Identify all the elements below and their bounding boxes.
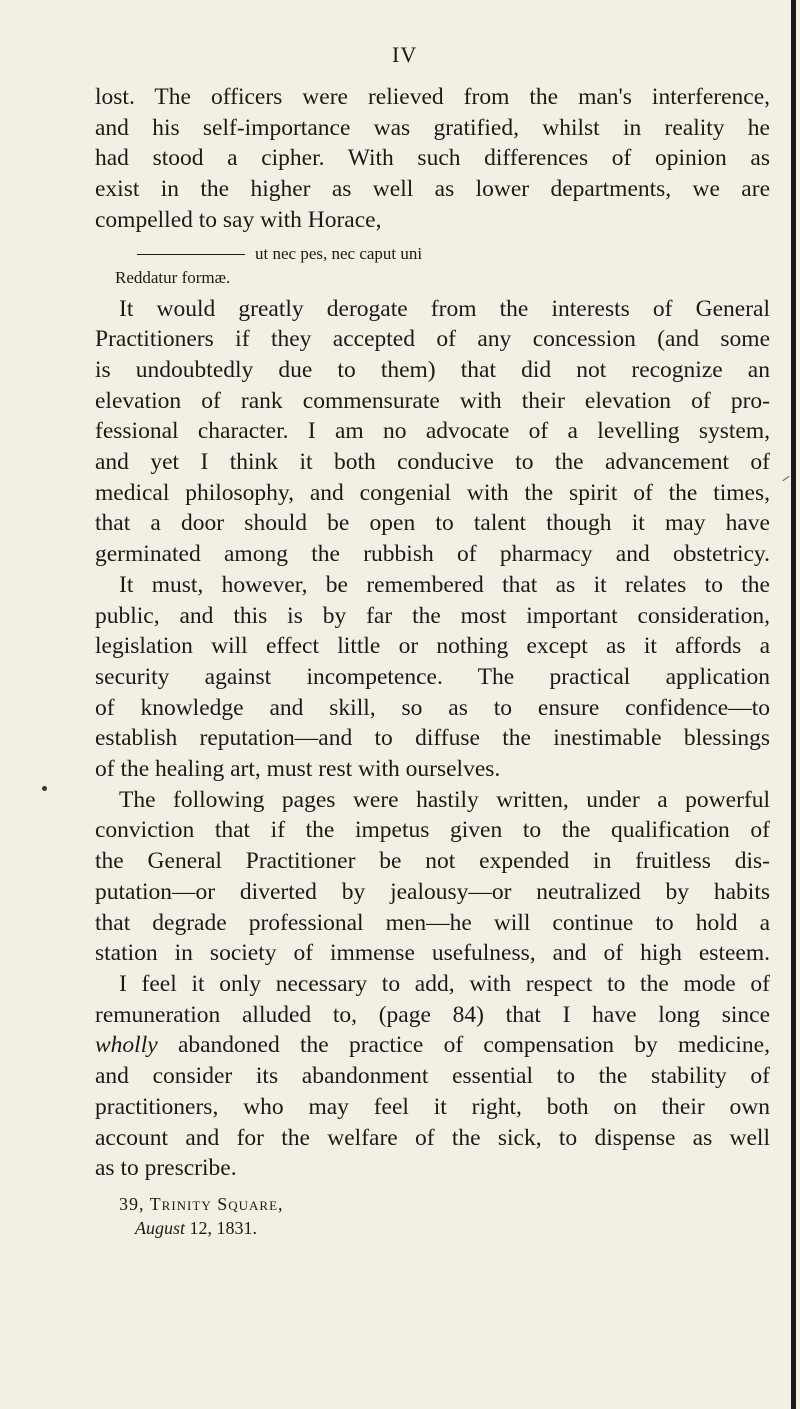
text-line: and consider its abandonment essential to the stability of xyxy=(95,1063,770,1090)
text-line: the General Practitioner be not expended in fruitless dis- xyxy=(95,848,770,875)
text-line: compelled to say with Horace, xyxy=(95,206,382,233)
text-line: exist in the higher as well as lower departments, we are xyxy=(95,176,770,203)
text-line: elevation of rank commensurate with their elevation of pro- xyxy=(95,387,770,414)
text-line: wholly abandoned the practice of compensation by medicine, xyxy=(95,1032,770,1059)
signoff-address: 39, Trinity Square, xyxy=(119,1193,284,1214)
text-line: account and for the welfare of the sick, to dispense as well xyxy=(95,1124,770,1151)
text-line: is undoubtedly due to them) that did not recognize an xyxy=(95,356,770,383)
text-line: public, and this is by far the most important consideration, xyxy=(95,602,770,629)
text-line: that a door should be open to talent though it may have xyxy=(95,510,770,537)
text-line: security against incompetence. The practical application xyxy=(95,663,770,690)
text-line: lost. The officers were relieved from the man's interference, xyxy=(95,84,770,110)
text-line: It must, however, be remembered that as it relates to the xyxy=(119,571,770,598)
page-number: IV xyxy=(392,42,418,67)
italic-word: wholly xyxy=(95,1032,158,1059)
text-line: fessional character. I am no advocate of a levelling system, xyxy=(95,418,770,445)
text-line: germinated among the rubbish of pharmacy and obstetricy. xyxy=(95,541,770,568)
margin-mark xyxy=(782,476,789,481)
text-line: conviction that if the impetus given to the qualification of xyxy=(95,817,770,844)
text-line: and his self-importance was gratified, whilst in reality he xyxy=(95,114,770,141)
body-text xyxy=(95,82,770,1240)
text-line: legislation will effect little or nothing except as it affords a xyxy=(95,633,770,660)
text-line: of the healing art, must rest with ourselves. xyxy=(95,756,501,783)
latin-quote xyxy=(95,242,770,290)
text-line: remuneration alluded to, (page 84) that I have long since xyxy=(95,1001,770,1028)
signoff-date: August 12, 1831. xyxy=(135,1217,258,1238)
margin-dot xyxy=(42,786,47,791)
text-line: The following pages were hastily written, under a powerful xyxy=(119,786,770,813)
text-line: as to prescribe. xyxy=(95,1155,237,1182)
text-line: medical philosophy, and congenial with the spirit of the times, xyxy=(95,479,770,506)
quote-line-2: Reddatur formæ. xyxy=(115,267,231,287)
page-edge xyxy=(791,0,796,1409)
text-line: Practitioners if they accepted of any concession (and some xyxy=(95,326,770,353)
text-line: and yet I think it both conducive to the advancement of xyxy=(95,449,770,476)
text-line: that degrade professional men—he will continue to hold a xyxy=(95,909,770,936)
text-line: putation—or diverted by jealousy—or neutralized by habits xyxy=(95,878,770,905)
text-line: practitioners, who may feel it right, both on their own xyxy=(95,1093,770,1120)
text-line: establish reputation—and to diffuse the inestimable blessings xyxy=(95,725,770,752)
text-line: had stood a cipher. With such differences of opinion as xyxy=(95,145,770,172)
text-line: I feel it only necessary to add, with respect to the mode of xyxy=(119,970,770,997)
text-line: It would greatly derogate from the interests of General xyxy=(119,295,770,322)
text-line: station in society of immense usefulness, and of high esteem. xyxy=(95,940,770,967)
quote-line-1: ut nec pes, nec caput uni xyxy=(255,243,423,263)
quote-dash xyxy=(137,254,245,255)
signoff xyxy=(95,1192,770,1240)
text-line: of knowledge and skill, so as to ensure confidence—to xyxy=(95,694,770,721)
